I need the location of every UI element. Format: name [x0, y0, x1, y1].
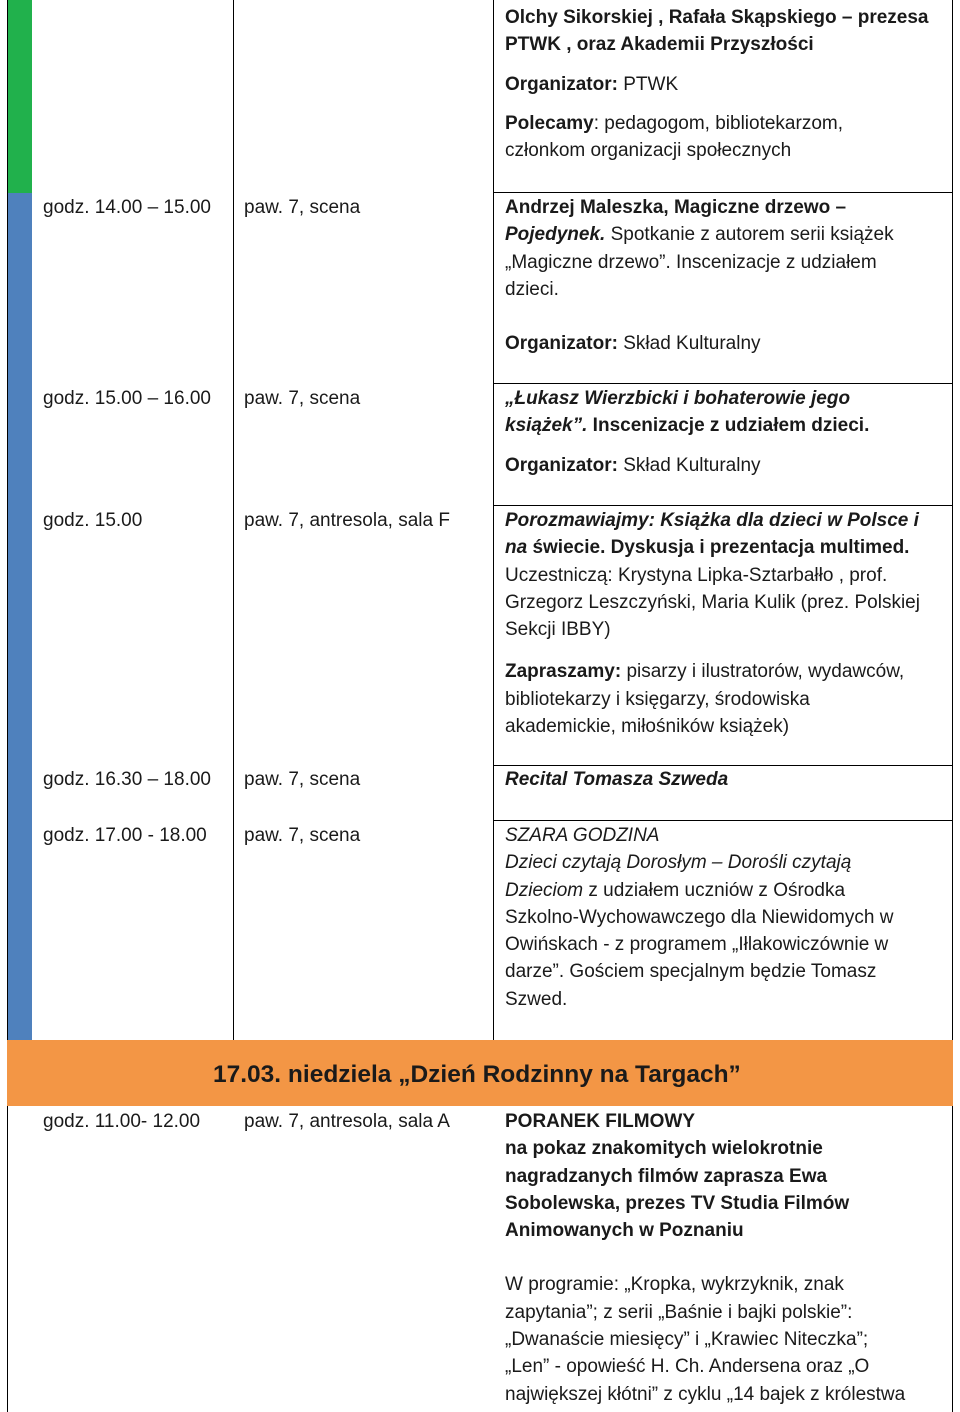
- desc-line: na świecie. Dyskusja i prezentacja multimed.: [505, 537, 910, 559]
- row-divider: [493, 383, 953, 384]
- desc-line: Pojedynek. Spotkanie z autorem serii książek: [505, 224, 894, 246]
- event-place: paw. 7, scena: [244, 825, 361, 846]
- desc-line: największej kłótni” z cyklu „14 bajek z królestwa: [505, 1383, 906, 1405]
- invitation-value: pisarzy i ilustratorów, wydawców,: [621, 661, 905, 683]
- desc-line: Dzieciom z udziałem uczniów z Ośrodka: [505, 879, 846, 901]
- event-description: [505, 822, 945, 1013]
- event-time: godz. 11.00- 12.00: [43, 1111, 201, 1132]
- row-divider: [493, 505, 953, 506]
- blue-strip: [7, 193, 32, 1040]
- event-description: [505, 1108, 945, 1408]
- event-place: paw. 7, scena: [244, 769, 361, 790]
- recommend-label: Polecamy: [505, 112, 594, 134]
- desc-line: Uczestniczą: Krystyna Lipka-Sztarbałło , prof.: [505, 564, 888, 586]
- event-title: „Łukasz Wierzbicki i bohaterowie jego: [505, 388, 851, 409]
- table-border: [952, 0, 953, 1412]
- row-divider: [493, 192, 953, 193]
- green-strip: [7, 0, 32, 193]
- event-place: paw. 7, antresola, sala F: [244, 510, 450, 531]
- row-divider: [493, 820, 953, 821]
- event-time: godz. 14.00 – 15.00: [43, 197, 211, 218]
- event-title: Porozmawiajmy: Książka dla dzieci w Polsce i: [505, 510, 919, 531]
- event-time: godz. 15.00 – 16.00: [43, 388, 211, 409]
- organizer-value: Skład Kulturalny: [617, 454, 761, 476]
- desc-line: książek”. Inscenizacje z udziałem dzieci.: [505, 415, 870, 437]
- table-border: [233, 0, 234, 1040]
- desc-line: Animowanych w Poznaniu: [505, 1220, 744, 1242]
- desc-line: PTWK , oraz Akademii Przyszłości: [505, 34, 814, 56]
- event-time: godz. 17.00 - 18.00: [43, 825, 207, 846]
- event-place: paw. 7, scena: [244, 388, 361, 409]
- event-time: godz. 16.30 – 18.00: [43, 769, 211, 790]
- organizer: [505, 71, 945, 98]
- organizer-label: Organizator:: [505, 333, 618, 355]
- recommend-value: : pedagogom, bibliotekarzom,: [593, 112, 843, 134]
- desc-line: Szkolno-Wychowawczego dla Niewidomych w: [505, 906, 894, 928]
- organizer-value: Skład Kulturalny: [617, 333, 761, 355]
- desc-line: bibliotekarzy i księgarzy, środowiska: [505, 688, 810, 710]
- desc-line: Olchy Sikorskiej , Rafała Skąpskiego – prezesa: [505, 7, 929, 28]
- day-header-title: 17.03. niedziela „Dzień Rodzinny na Targach”: [213, 1061, 741, 1088]
- event-description: [505, 507, 945, 740]
- desc-line: na pokaz znakomitych wielokrotnie: [505, 1138, 823, 1160]
- desc-line: członkom organizacji społecznych: [505, 140, 792, 162]
- table-border: [7, 0, 8, 1412]
- event-time: godz. 15.00: [43, 510, 143, 531]
- organizer-label: Organizator:: [505, 73, 618, 95]
- event-place: paw. 7, antresola, sala A: [244, 1111, 450, 1132]
- desc-line: W programie: „Kropka, wykrzyknik, znak: [505, 1274, 844, 1296]
- desc-line: darze”. Gościem specjalnym będzie Tomasz: [505, 961, 877, 983]
- desc-line: Szwed.: [505, 988, 568, 1010]
- event-description: [505, 194, 945, 357]
- table-border: [493, 0, 494, 1040]
- desc-line: zapytania”; z serii „Baśnie i bajki polskie”:: [505, 1301, 853, 1323]
- event-place: paw. 7, scena: [244, 197, 361, 218]
- desc-line: Sobolewska, prezes TV Studia Filmów: [505, 1192, 850, 1214]
- event-description: [505, 4, 945, 164]
- desc-line: „Magiczne drzewo”. Inscenizacje z udziałem: [505, 251, 877, 273]
- event-title: Andrzej Maleszka, Magiczne drzewo –: [505, 197, 847, 218]
- desc-line: „Dwanaście miesięcy” i „Krawiec Niteczka”;: [505, 1329, 869, 1351]
- organizer: [505, 330, 945, 357]
- event-title: Recital Tomasza Szweda: [505, 769, 729, 790]
- organizer: [505, 452, 945, 479]
- organizer-value: PTWK: [617, 73, 679, 95]
- event-title: PORANEK FILMOWY: [505, 1111, 695, 1132]
- desc-line: Owińskach - z programem „Iłlakowiczównie w: [505, 934, 889, 956]
- desc-line: akademickie, miłośników książek): [505, 716, 790, 738]
- invitation-label: Zapraszamy:: [505, 661, 622, 683]
- desc-line: „Len” - opowieść H. Ch. Andersena oraz „O: [505, 1356, 870, 1378]
- desc-line: Dzieci czytają Dorosłym – Dorośli czytają: [505, 852, 852, 874]
- desc-line: Sekcji IBBY): [505, 619, 611, 641]
- desc-line: nagradzanych filmów zaprasza Ewa: [505, 1165, 828, 1187]
- invitation: [505, 658, 945, 685]
- desc-line: Grzegorz Leszczyński, Maria Kulik (prez. Polskiej: [505, 591, 920, 613]
- organizer-label: Organizator:: [505, 454, 618, 476]
- event-title: SZARA GODZINA: [505, 825, 660, 846]
- desc-line: dzieci.: [505, 278, 559, 300]
- recommendation: [505, 110, 945, 137]
- event-description: [505, 385, 945, 479]
